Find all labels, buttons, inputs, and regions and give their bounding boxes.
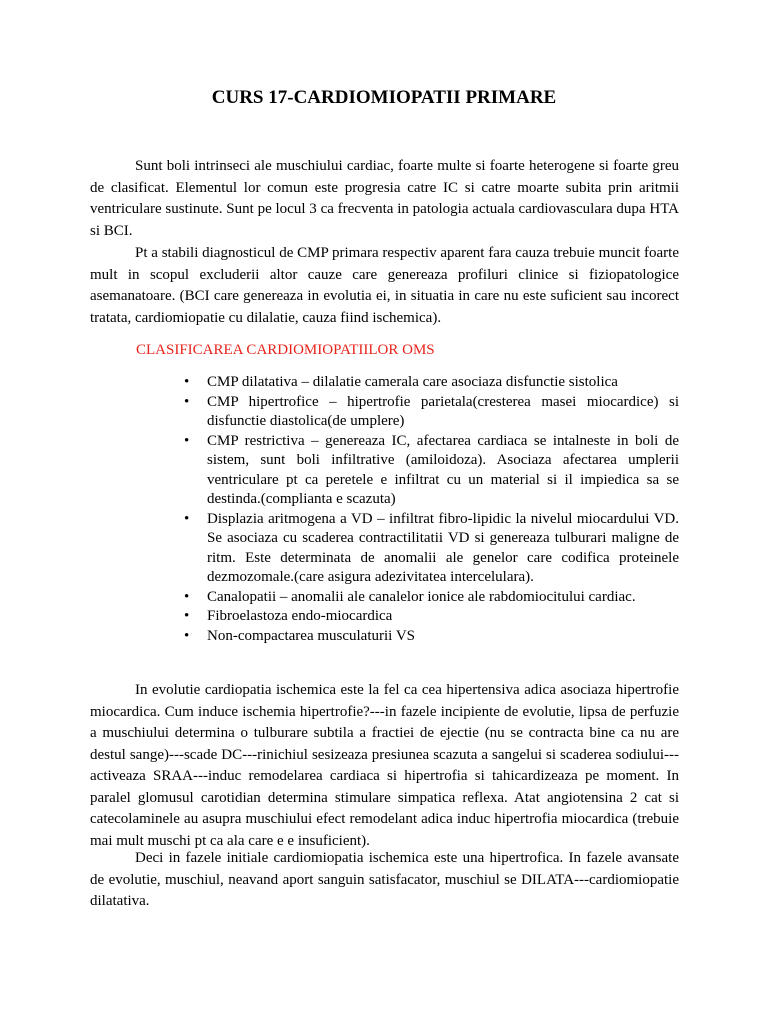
paragraph-4: Deci in fazele initiale cardiomiopatia ischemica este una hipertrofica. In fazele avansate de evolutie, muschiul, neavand aport sanguin satisfacator, muschiul se DILATA---cardiomiopatie dilatativa. — [90, 850, 679, 909]
page-title: CURS 17-CARDIOMIOPATII PRIMARE — [211, 87, 557, 108]
list-item — [184, 432, 679, 510]
list-item-text: Displazia aritmogena a VD – infiltrat fibro-lipidic la nivelul miocardului VD. Se asociaza cu scaderea contractilitatii VD si genereaza tulburari maligne de ritm. Este determinata de anomalii ale genelor care codifica proteinele dezmozomale.(care asigura adezivitatea intercelulara). — [207, 510, 679, 585]
list-item-text: Non-compactarea musculaturii VS — [207, 627, 415, 644]
list-item — [184, 588, 679, 608]
list-item-text: CMP restrictiva – genereaza IC, afectarea cardiaca se intalneste in boli de sistem, sunt boli infiltrative (amiloidoza). Asociaza afectarea umplerii ventriculare pt ca peretele e infiltrat cu un material si il impiedica sa se destinda.(complianta e scazuta) — [207, 432, 679, 507]
bullet-icon: • — [184, 510, 190, 527]
classification-heading: CLASIFICAREA CARDIOMIOPATIILOR OMS — [136, 342, 435, 358]
list-item — [184, 607, 679, 627]
bullet-icon: • — [184, 608, 190, 624]
list-item — [184, 373, 679, 393]
bullet-icon: • — [184, 374, 190, 390]
list-item-text: CMP dilatativa – dilalatie camerala care asociaza disfunctie sistolica — [207, 374, 618, 390]
list-item — [184, 393, 679, 432]
paragraph-3: In evolutie cardiopatia ischemica este la fel ca cea hipertensiva adica asociaza hipertrofie miocardica. Cum induce ischemia hipertrofie?---in fazele incipiente de evolutie, lipsa de perfuzie a muschiului determina o tulburare subtila a fractiei de ejectie (nu se contracta bine ca nu are destul sange)---scade DC---rinichiul sesizeaza presiunea scazuta a sangelui si scaderea sodiului---activeaza SRAA---induc remodelarea cardiaca si hipertrofia si tahicardizeaza pe moment. In paralel glomusul carotidian determina stimulare simpatica reflexa. Atat angiotensina 2 cat si catecolaminele au asupra muschiului efect remodelant adica induc hipertrofia miocardica (trebuie mai mult muschi pt ca ala care e e insuficient). — [90, 682, 679, 849]
bullet-icon: • — [184, 627, 190, 644]
list-item-text: CMP hipertrofice – hipertrofie parietala(cresterea masei miocardice) si disfunctie diastolica(de umplere) — [207, 393, 679, 429]
conclusion-paragraph — [90, 848, 679, 925]
diagnosis-paragraph — [90, 243, 679, 341]
list-item — [184, 627, 679, 647]
classification-list — [184, 373, 679, 646]
list-item — [184, 510, 679, 588]
list-item-text: Canalopatii – anomalii ale canalelor ionice ale rabdomiocitului cardiac. — [207, 588, 636, 605]
paragraph-2: Pt a stabili diagnosticul de CMP primara respectiv aparent fara cauza trebuie muncit foarte mult in scopul excluderii altor cauze care genereaza profiluri clinice si fiziopatologice asemanatoare. (BCI care genereaza in evolutia ei, in situatia in care nu este suficient sau incorect tratata, cardiomiopatie cu dilalatie, cauza fiind ischemica). — [90, 245, 679, 326]
ischemic-paragraph — [90, 680, 679, 864]
paragraph-1: Sunt boli intrinseci ale muschiului cardiac, foarte multe si foarte heterogene si foarte greu de clasificat. Elementul lor comun este progresia catre IC si catre moarte subita prin aritmii ventriculare sustinute. Sunt pe locul 3 ca frecventa in patologia actuala cardiovasculara dupa HTA si BCI. — [90, 158, 679, 239]
intro-paragraph — [90, 156, 679, 254]
bullet-icon: • — [184, 432, 190, 449]
bullet-icon: • — [184, 393, 190, 410]
list-item-text: Fibroelastoza endo-miocardica — [207, 608, 393, 624]
bullet-icon: • — [184, 588, 190, 605]
